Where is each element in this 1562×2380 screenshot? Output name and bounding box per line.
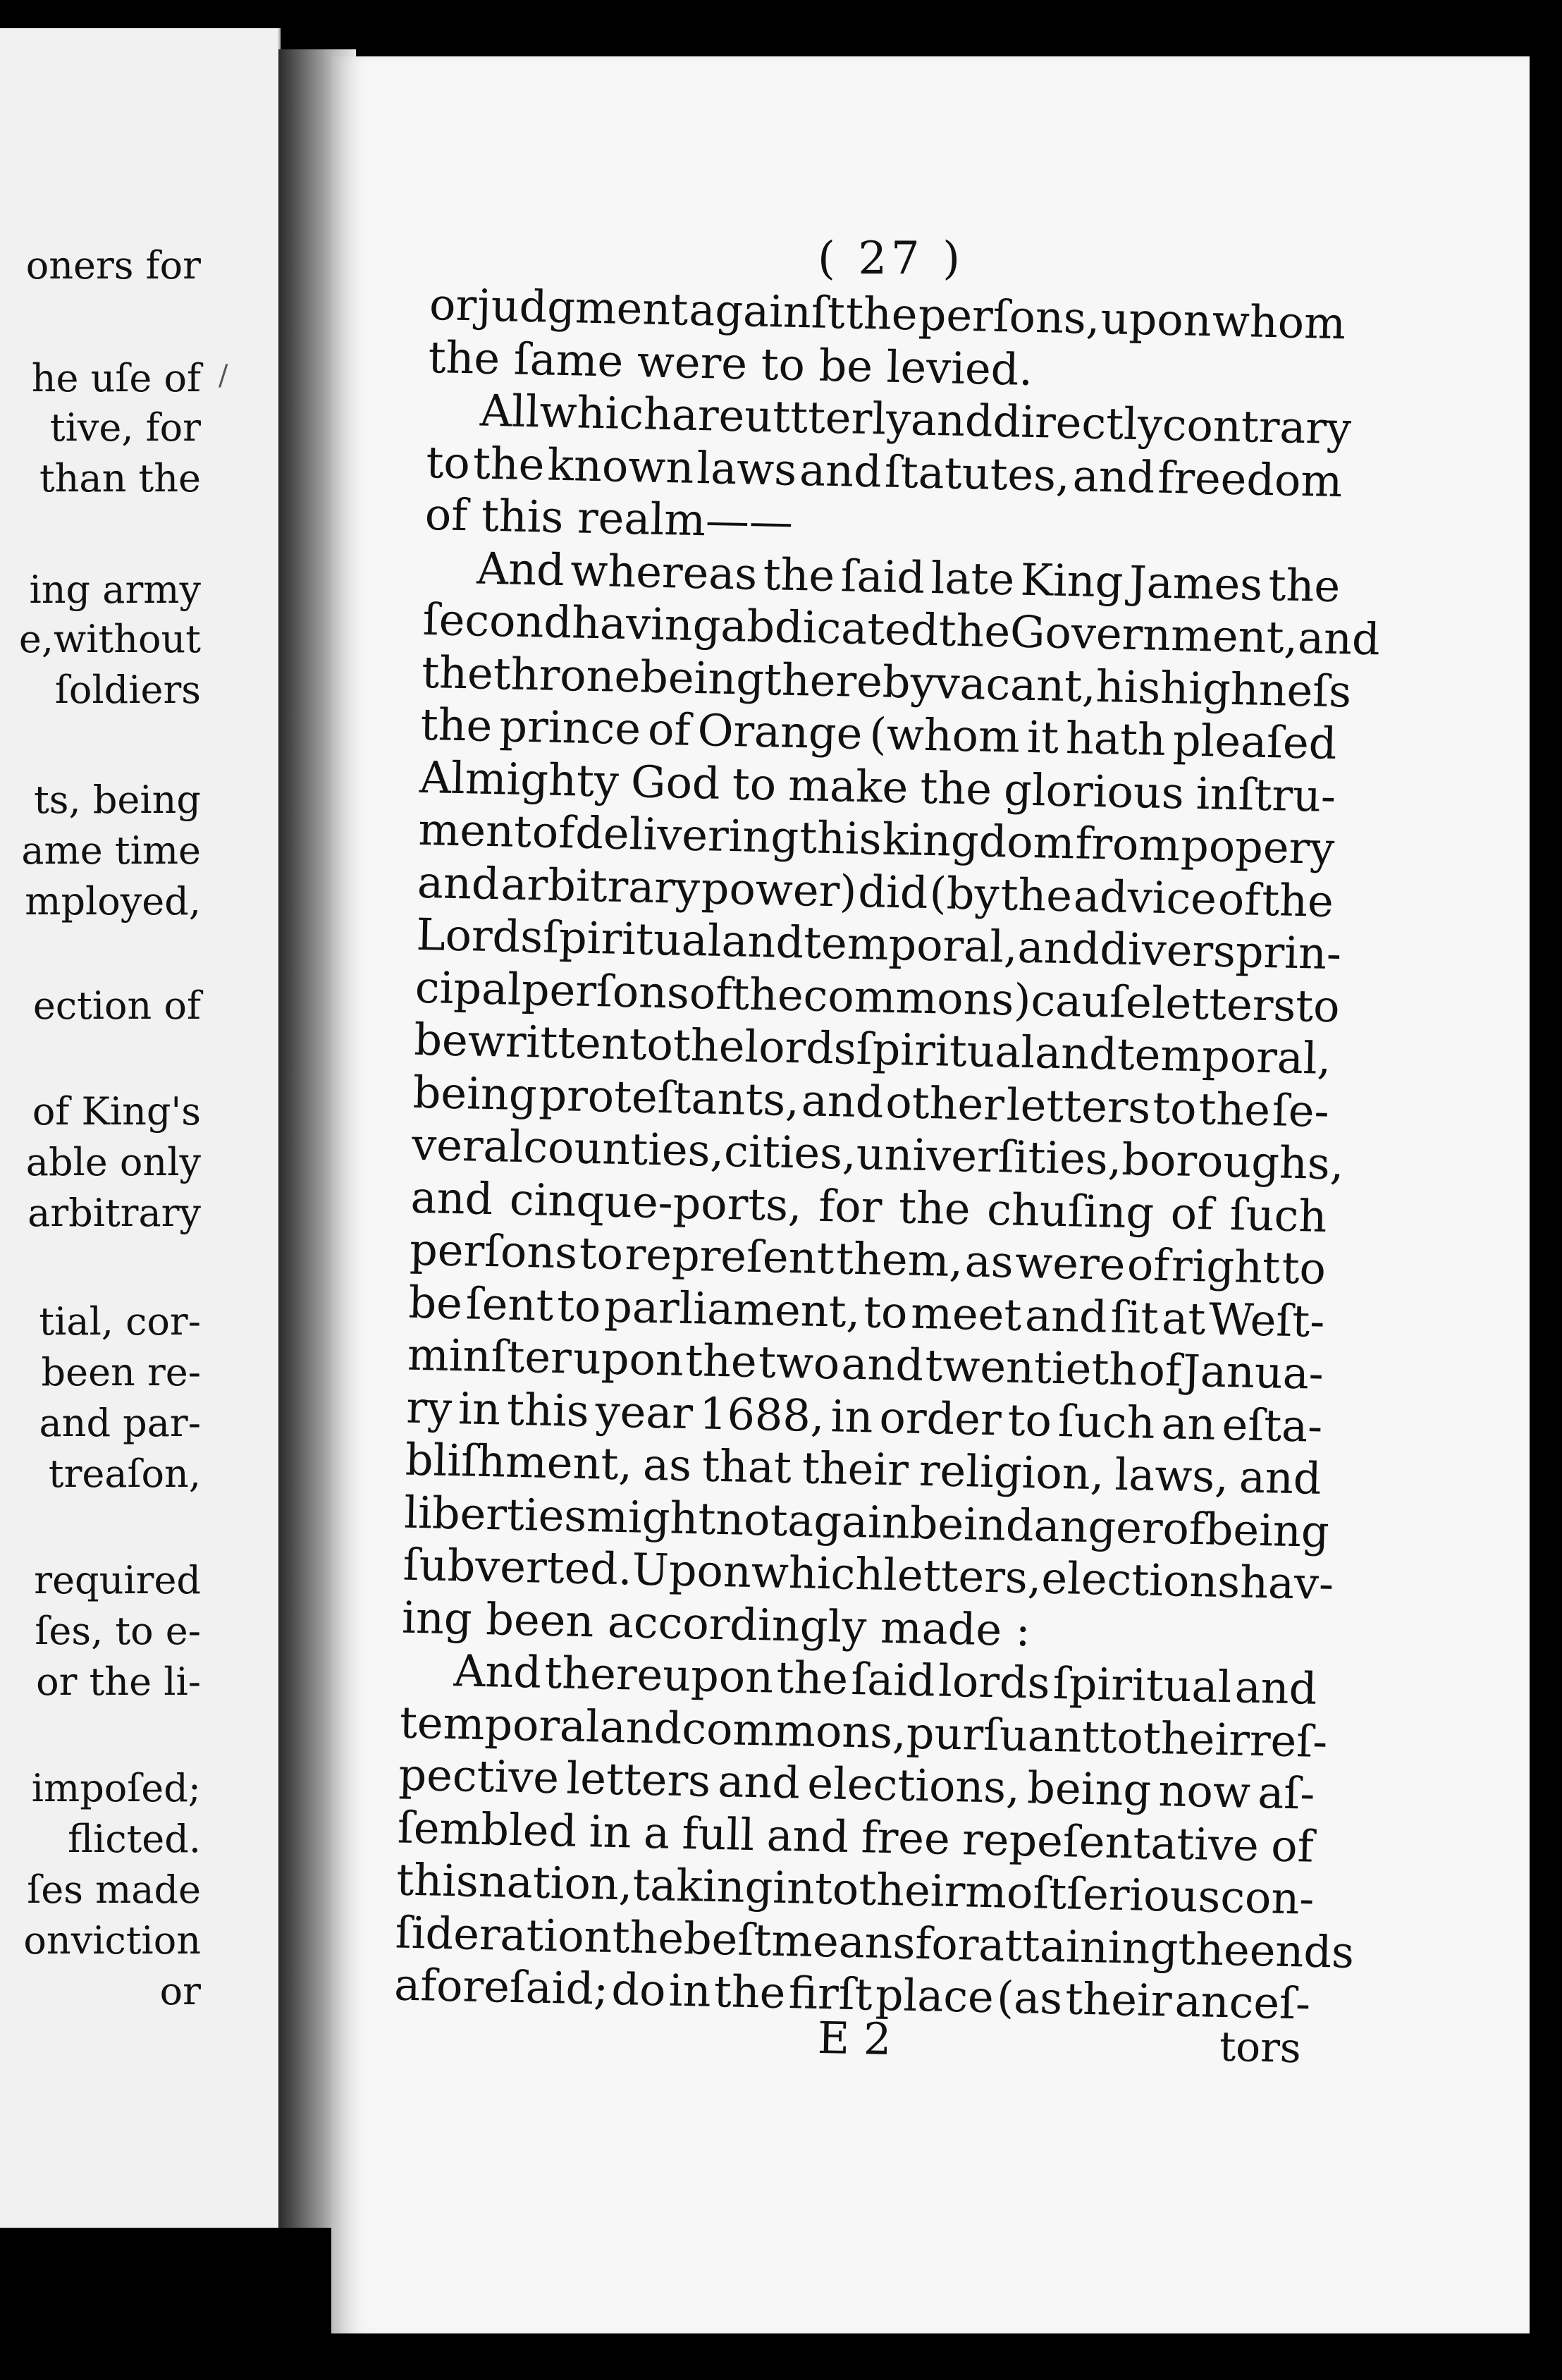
word: two xyxy=(758,1336,841,1390)
word: being xyxy=(1026,1762,1152,1816)
text-line: the ſame were to be levied. xyxy=(427,331,1033,395)
left-page-line: oners for xyxy=(25,243,201,288)
word: upon xyxy=(1100,292,1212,347)
word: temporal, xyxy=(803,916,1019,973)
word: of xyxy=(531,806,576,859)
word: to xyxy=(1098,1710,1144,1764)
word: again xyxy=(787,1494,911,1549)
word: of xyxy=(1217,873,1261,926)
word: an xyxy=(1160,1397,1217,1450)
word: laws xyxy=(696,441,797,496)
word: aſ- xyxy=(1257,1767,1316,1820)
word: their xyxy=(1064,1973,1173,2027)
word: vacant, xyxy=(934,656,1097,712)
word: ends xyxy=(1249,1924,1355,1978)
word: were xyxy=(1014,1236,1126,1290)
word: ſecond xyxy=(422,593,572,649)
word: having xyxy=(571,596,722,651)
word: the xyxy=(472,436,546,490)
word: proteſtants, xyxy=(538,1068,800,1126)
word: from xyxy=(1074,817,1181,871)
word: and xyxy=(417,856,500,909)
word: anceſ- xyxy=(1174,1975,1311,2030)
word: And xyxy=(453,1645,542,1698)
word: parliament, xyxy=(603,1280,861,1337)
word: letters xyxy=(1006,1078,1152,1134)
word: for xyxy=(818,1179,883,1233)
left-page-line: ts, being xyxy=(34,778,201,822)
word: Government, xyxy=(1009,606,1298,663)
word: divers xyxy=(1099,923,1236,978)
word: of xyxy=(1170,1186,1214,1240)
word: the xyxy=(421,646,494,699)
word: to xyxy=(1007,1394,1052,1447)
word: judgment xyxy=(476,279,689,336)
left-page-line: been re- xyxy=(41,1350,201,1394)
word: religion, xyxy=(918,1444,1105,1500)
word: this xyxy=(395,1853,479,1907)
word: the xyxy=(845,287,918,341)
word: freedom xyxy=(1157,451,1343,507)
word: in xyxy=(830,1390,874,1443)
left-page-line: ſes, to e- xyxy=(35,1609,201,1653)
word: in xyxy=(668,1964,712,2017)
word: boroughs, xyxy=(1121,1133,1345,1190)
word: commons, xyxy=(681,1702,907,1759)
word: of xyxy=(1162,1502,1206,1554)
word: at xyxy=(1161,1292,1206,1344)
word: and xyxy=(910,393,994,447)
word: the xyxy=(672,1019,746,1072)
left-page-line: impoſed; xyxy=(31,1766,201,1810)
word: uttterly xyxy=(744,390,911,446)
word: ſubverted. xyxy=(402,1538,633,1595)
word: order xyxy=(878,1391,1002,1445)
word: ſent xyxy=(465,1277,555,1331)
word: ſit xyxy=(1109,1291,1160,1344)
left-page-line: ing army xyxy=(29,568,201,612)
word: upon xyxy=(572,1332,684,1386)
word: James xyxy=(1129,556,1263,611)
word: and xyxy=(1297,611,1381,665)
word: letters xyxy=(1151,976,1297,1031)
word: the xyxy=(1000,868,1073,921)
word: to xyxy=(732,757,777,810)
margin-mark: / xyxy=(219,360,228,392)
word: of xyxy=(1270,1819,1315,1872)
word: whereas xyxy=(570,544,758,600)
word: being xyxy=(412,1066,538,1120)
left-page-line: ame time xyxy=(21,828,201,873)
word: the xyxy=(898,1181,971,1234)
word: into xyxy=(772,1861,860,1915)
word: Weſt- xyxy=(1208,1292,1326,1347)
text-line: ing been accordingly made : xyxy=(401,1591,1031,1656)
left-page-line: mployed, xyxy=(25,879,201,924)
word: elections xyxy=(1040,1552,1241,1608)
word: Orange xyxy=(696,704,863,759)
word: ſaid xyxy=(840,549,925,603)
word: 1688, xyxy=(699,1387,825,1442)
word: letters xyxy=(565,1752,711,1807)
word: their xyxy=(1143,1712,1250,1766)
word: of xyxy=(647,703,691,756)
word: univerſities, xyxy=(855,1127,1123,1185)
word: this xyxy=(506,1383,590,1437)
word: their xyxy=(858,1863,966,1918)
word: do xyxy=(610,1963,667,2016)
word: (whom xyxy=(868,708,1021,763)
word: as xyxy=(964,1235,1014,1288)
word: now xyxy=(1157,1765,1251,1818)
left-page-line: onviction xyxy=(23,1918,201,1963)
word: abdicated xyxy=(720,599,940,656)
word: counties, xyxy=(522,1121,725,1177)
word: purſuant xyxy=(906,1707,1100,1762)
word: beſt xyxy=(683,1912,773,1966)
word: to xyxy=(1152,1081,1198,1134)
word: in xyxy=(963,1497,1007,1550)
left-page-line: ſoldiers xyxy=(54,668,201,712)
word: the xyxy=(1177,1922,1250,1976)
word: arbitrary xyxy=(500,857,701,914)
word: hath xyxy=(1065,712,1167,766)
left-page-line: treaſon, xyxy=(48,1452,201,1496)
word: of xyxy=(1126,1239,1171,1292)
word: delivering xyxy=(574,806,799,864)
word: or xyxy=(429,278,477,331)
word: late xyxy=(930,551,1015,605)
word: them, xyxy=(835,1232,964,1287)
word: God xyxy=(630,755,721,809)
word: ſembled xyxy=(397,1801,578,1857)
word: thereby xyxy=(763,653,936,709)
word: laws, xyxy=(1114,1448,1229,1503)
word: taking xyxy=(632,1858,774,1913)
word: cinque-ports, xyxy=(509,1173,803,1231)
word: be xyxy=(909,1497,965,1550)
word: did xyxy=(857,865,929,919)
word: reſ- xyxy=(1249,1714,1328,1767)
word: to xyxy=(1295,979,1341,1032)
word: throne xyxy=(493,647,641,702)
word: and xyxy=(765,1808,850,1863)
word: commons)cauſe xyxy=(802,969,1152,1029)
word: prin- xyxy=(1235,926,1342,980)
word: perſons xyxy=(409,1223,578,1279)
left-page-line: able only xyxy=(25,1140,201,1184)
word: chuſing xyxy=(986,1183,1155,1239)
left-page-line: or the li- xyxy=(36,1660,201,1704)
word: and xyxy=(717,1755,801,1809)
word: ſuch xyxy=(1057,1394,1156,1449)
word: contrary xyxy=(1162,398,1352,455)
word: firſt xyxy=(788,1967,873,2020)
word: Almighty xyxy=(419,751,620,807)
word: ſtatutes, xyxy=(884,446,1071,501)
word: All xyxy=(479,384,541,438)
word: perſons xyxy=(521,963,690,1019)
word: the xyxy=(919,761,992,815)
word: the xyxy=(762,548,835,601)
word: prince xyxy=(498,700,641,755)
word: Janua- xyxy=(1182,1344,1324,1399)
word: not xyxy=(715,1492,789,1546)
signature-mark: E 2 xyxy=(817,2011,892,2066)
left-page-line: ection of xyxy=(32,983,201,1028)
word: to xyxy=(863,1285,909,1338)
word: the xyxy=(684,1334,758,1388)
word: letters, xyxy=(883,1548,1043,1604)
left-page-line: ſes made xyxy=(27,1867,201,1912)
word: this xyxy=(799,811,883,865)
left-page-line: required xyxy=(34,1558,201,1602)
word: of xyxy=(689,967,732,1019)
page-number: ( 27 ) xyxy=(818,233,965,285)
word: kingdom xyxy=(881,813,1076,869)
word: lords xyxy=(744,1020,857,1074)
word: ſpiritual xyxy=(855,1022,1036,1079)
word: repreſent xyxy=(624,1228,835,1284)
word: in xyxy=(457,1382,501,1435)
word: pleaſed xyxy=(1172,714,1338,770)
word: which xyxy=(751,1545,885,1600)
left-page-line: tial, cor- xyxy=(39,1299,201,1344)
word: to xyxy=(1281,1241,1327,1294)
word: popery xyxy=(1180,819,1336,875)
word: the xyxy=(775,1651,849,1705)
word: temporal, xyxy=(1117,1028,1332,1085)
word: directly xyxy=(992,395,1163,450)
word: the xyxy=(937,604,1011,658)
word: his xyxy=(1095,660,1162,713)
word: and xyxy=(799,443,883,497)
word: (as xyxy=(996,1971,1063,2025)
word: and xyxy=(1034,1026,1118,1080)
left-page-line: arbitrary xyxy=(27,1191,201,1235)
word: ſaid xyxy=(850,1652,936,1707)
page-body-text xyxy=(393,278,1381,2030)
word: lords xyxy=(937,1655,1051,1709)
word: that xyxy=(701,1440,792,1494)
word: a xyxy=(643,1806,670,1859)
word: whom xyxy=(1212,295,1346,350)
word: ſideration xyxy=(395,1906,613,1963)
word: temporal xyxy=(399,1696,601,1752)
word: be xyxy=(413,1013,469,1067)
word: might xyxy=(586,1490,717,1545)
left-page-line: of King's xyxy=(32,1089,201,1134)
word: and xyxy=(1072,449,1156,503)
word: pective xyxy=(398,1748,560,1804)
word: the xyxy=(1261,873,1334,927)
word: the xyxy=(419,698,493,752)
bleed-through-smudge xyxy=(1431,204,1515,268)
word: being xyxy=(639,650,765,705)
word: ſerious xyxy=(1066,1867,1222,1922)
left-page-line: flicted. xyxy=(68,1817,201,1861)
word: and xyxy=(1016,921,1101,975)
left-page xyxy=(0,28,281,2228)
word: highneſs xyxy=(1160,661,1352,717)
word: are xyxy=(671,388,745,442)
word: other xyxy=(885,1076,1005,1130)
word: liberties xyxy=(403,1486,587,1542)
word: place xyxy=(875,1968,995,2023)
word: cities, xyxy=(723,1125,857,1179)
word: and xyxy=(720,914,804,969)
word: nation, xyxy=(478,1855,634,1910)
word: perſons, xyxy=(918,288,1101,344)
word: their xyxy=(801,1442,909,1496)
word: hav- xyxy=(1239,1556,1334,1610)
word: and xyxy=(801,1074,885,1128)
catchword: tors xyxy=(1219,2022,1302,2073)
word: repeſentative xyxy=(961,1812,1260,1871)
word: King xyxy=(1019,553,1124,608)
word: And xyxy=(476,541,565,596)
word: ry xyxy=(405,1381,453,1434)
word: ſpiritual xyxy=(542,911,722,967)
word: being xyxy=(1205,1502,1330,1557)
word: and xyxy=(1024,1289,1108,1342)
word: make xyxy=(787,759,909,813)
word: be xyxy=(407,1276,463,1329)
word: con- xyxy=(1219,1870,1315,1925)
word: for xyxy=(914,1917,980,1970)
text-line: of this realm—— xyxy=(424,488,794,548)
word: veral xyxy=(411,1118,524,1173)
word: Lords xyxy=(415,908,543,963)
word: which xyxy=(539,386,672,441)
word: advice xyxy=(1073,869,1217,925)
left-page-line: or xyxy=(159,1969,201,2013)
word: glorious xyxy=(1003,763,1185,819)
word: the xyxy=(1198,1082,1271,1136)
word: as xyxy=(642,1438,692,1492)
word: and xyxy=(599,1700,683,1754)
word: ſpiritual xyxy=(1052,1657,1233,1713)
word: ment xyxy=(417,803,532,858)
word: elections, xyxy=(806,1757,1021,1813)
word: twentieth xyxy=(924,1339,1138,1396)
word: (by xyxy=(928,866,1000,920)
word: ſuch xyxy=(1229,1188,1328,1242)
word: minſter xyxy=(407,1328,572,1384)
left-page-line: tive, for xyxy=(49,405,201,450)
word: the xyxy=(1267,558,1341,612)
word: and xyxy=(840,1337,924,1391)
word: the xyxy=(611,1910,684,1964)
word: free xyxy=(861,1810,951,1865)
word: power) xyxy=(701,861,858,917)
word: moſt xyxy=(964,1865,1068,1920)
word: cipal xyxy=(414,961,522,1015)
word: againſt xyxy=(688,283,846,339)
word: eſta- xyxy=(1221,1398,1323,1452)
word: Upon xyxy=(631,1543,752,1597)
left-page-line: he uſe of xyxy=(31,356,201,400)
word: bliſhment, xyxy=(405,1433,633,1490)
word: and xyxy=(1238,1451,1322,1504)
word: inſtru- xyxy=(1195,767,1336,822)
left-page-line: than the xyxy=(39,456,201,501)
word: the xyxy=(731,967,804,1021)
word: means xyxy=(770,1914,916,1969)
word: full xyxy=(681,1807,755,1860)
word: to xyxy=(425,436,471,489)
word: the xyxy=(713,1965,787,2019)
word: aforeſaid; xyxy=(393,1958,609,2015)
left-page-line: and par- xyxy=(39,1401,201,1445)
left-page-line: e,without xyxy=(18,617,201,661)
word: of xyxy=(1138,1344,1182,1397)
word: known xyxy=(546,438,695,493)
word: danger xyxy=(1005,1499,1164,1554)
word: to xyxy=(628,1018,674,1071)
word: and xyxy=(1234,1661,1318,1715)
word: to xyxy=(579,1227,624,1280)
word: ſe- xyxy=(1272,1084,1330,1137)
word: year xyxy=(594,1385,694,1439)
word: right xyxy=(1171,1239,1281,1294)
word: and xyxy=(410,1171,494,1225)
word: to xyxy=(556,1279,602,1332)
word: written xyxy=(467,1014,630,1070)
word: attaining xyxy=(978,1918,1179,1975)
word: in xyxy=(589,1805,632,1858)
word: meet xyxy=(910,1287,1023,1341)
word: it xyxy=(1026,711,1059,763)
word: thereupon xyxy=(543,1646,774,1703)
